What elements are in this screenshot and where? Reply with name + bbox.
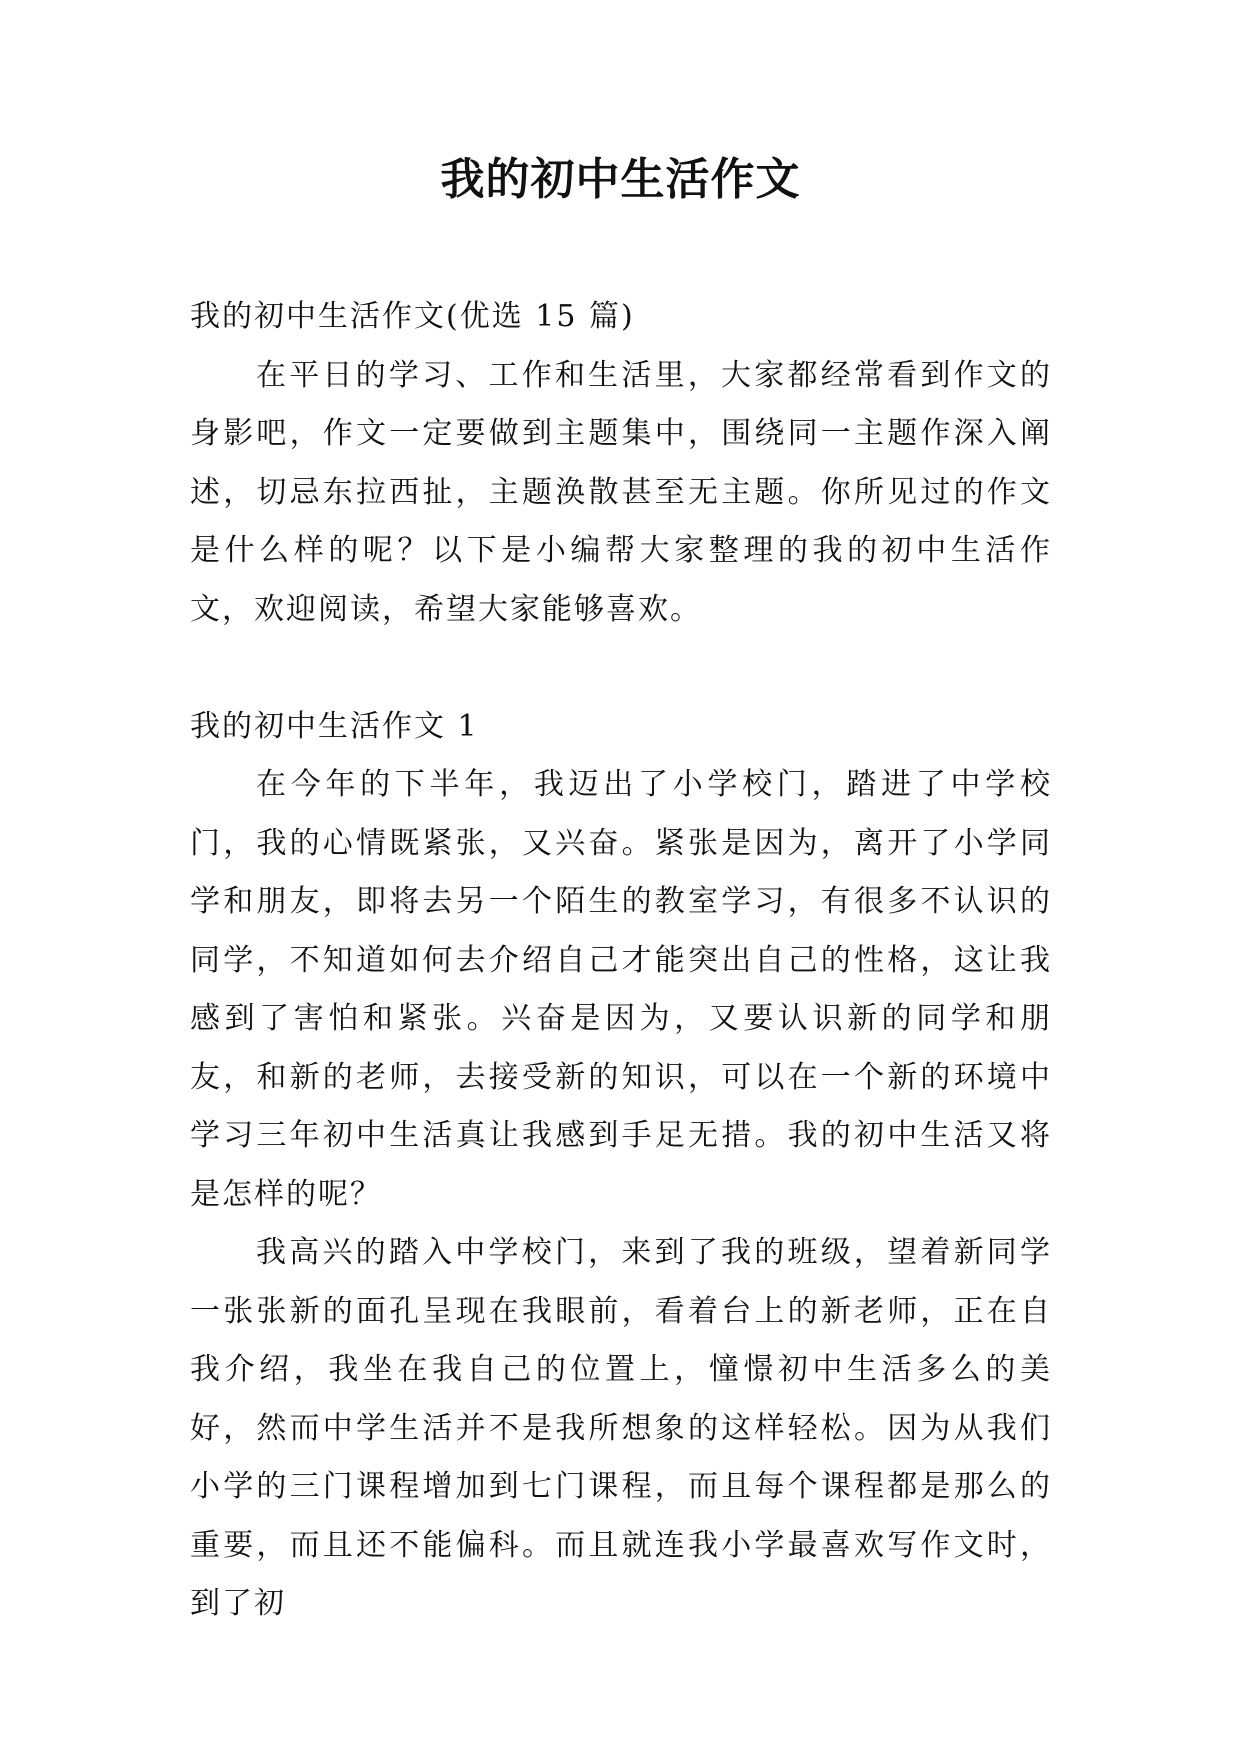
essay-heading: 我的初中生活作文 1 (190, 708, 479, 744)
essay-paragraph: 我高兴的踏入中学校门，来到了我的班级，望着新同学一张张新的面孔呈现在我眼前，看着台上的新老师，正在自我介绍，我坐在我自己的位置上，憧憬初中生活多么的美好，然而中学生活并不是我所想象的这样轻松。因为从我们小学的三门课程增加到七门课程，而且每个课程都是那么的重要，而且还不能偏科。而且就连我小学最喜欢写作文时，到了初 (190, 1235, 1052, 1621)
section-gap (190, 639, 1052, 698)
essay-paragraph: 在今年的下半年，我迈出了小学校门，踏进了中学校门，我的心情既紧张，又兴奋。紧张是因为，离开了小学同学和朋友，即将去另一个陌生的教室学习，有很多不认识的同学，不知道如何去介绍自己才能突出自己的性格，这让我感到了害怕和紧张。兴奋是因为，又要认识新的同学和朋友，和新的老师，去接受新的知识，可以在一个新的环境中学习三年初中生活真让我感到手足无措。我的初中生活又将是怎样的呢？ (190, 767, 1052, 1212)
document-body (190, 288, 1052, 1634)
intro-paragraph: 在平日的学习、工作和生活里，大家都经常看到作文的身影吧，作文一定要做到主题集中，围绕同一主题作深入阐述，切忌东拉西扯，主题涣散甚至无主题。你所见过的作文是什么样的呢？以下是小编帮大家整理的我的初中生活作文，欢迎阅读，希望大家能够喜欢。 (190, 357, 1052, 627)
subtitle: 我的初中生活作文(优选 15 篇) (190, 299, 635, 334)
document-title: 我的初中生活作文 (440, 154, 801, 205)
